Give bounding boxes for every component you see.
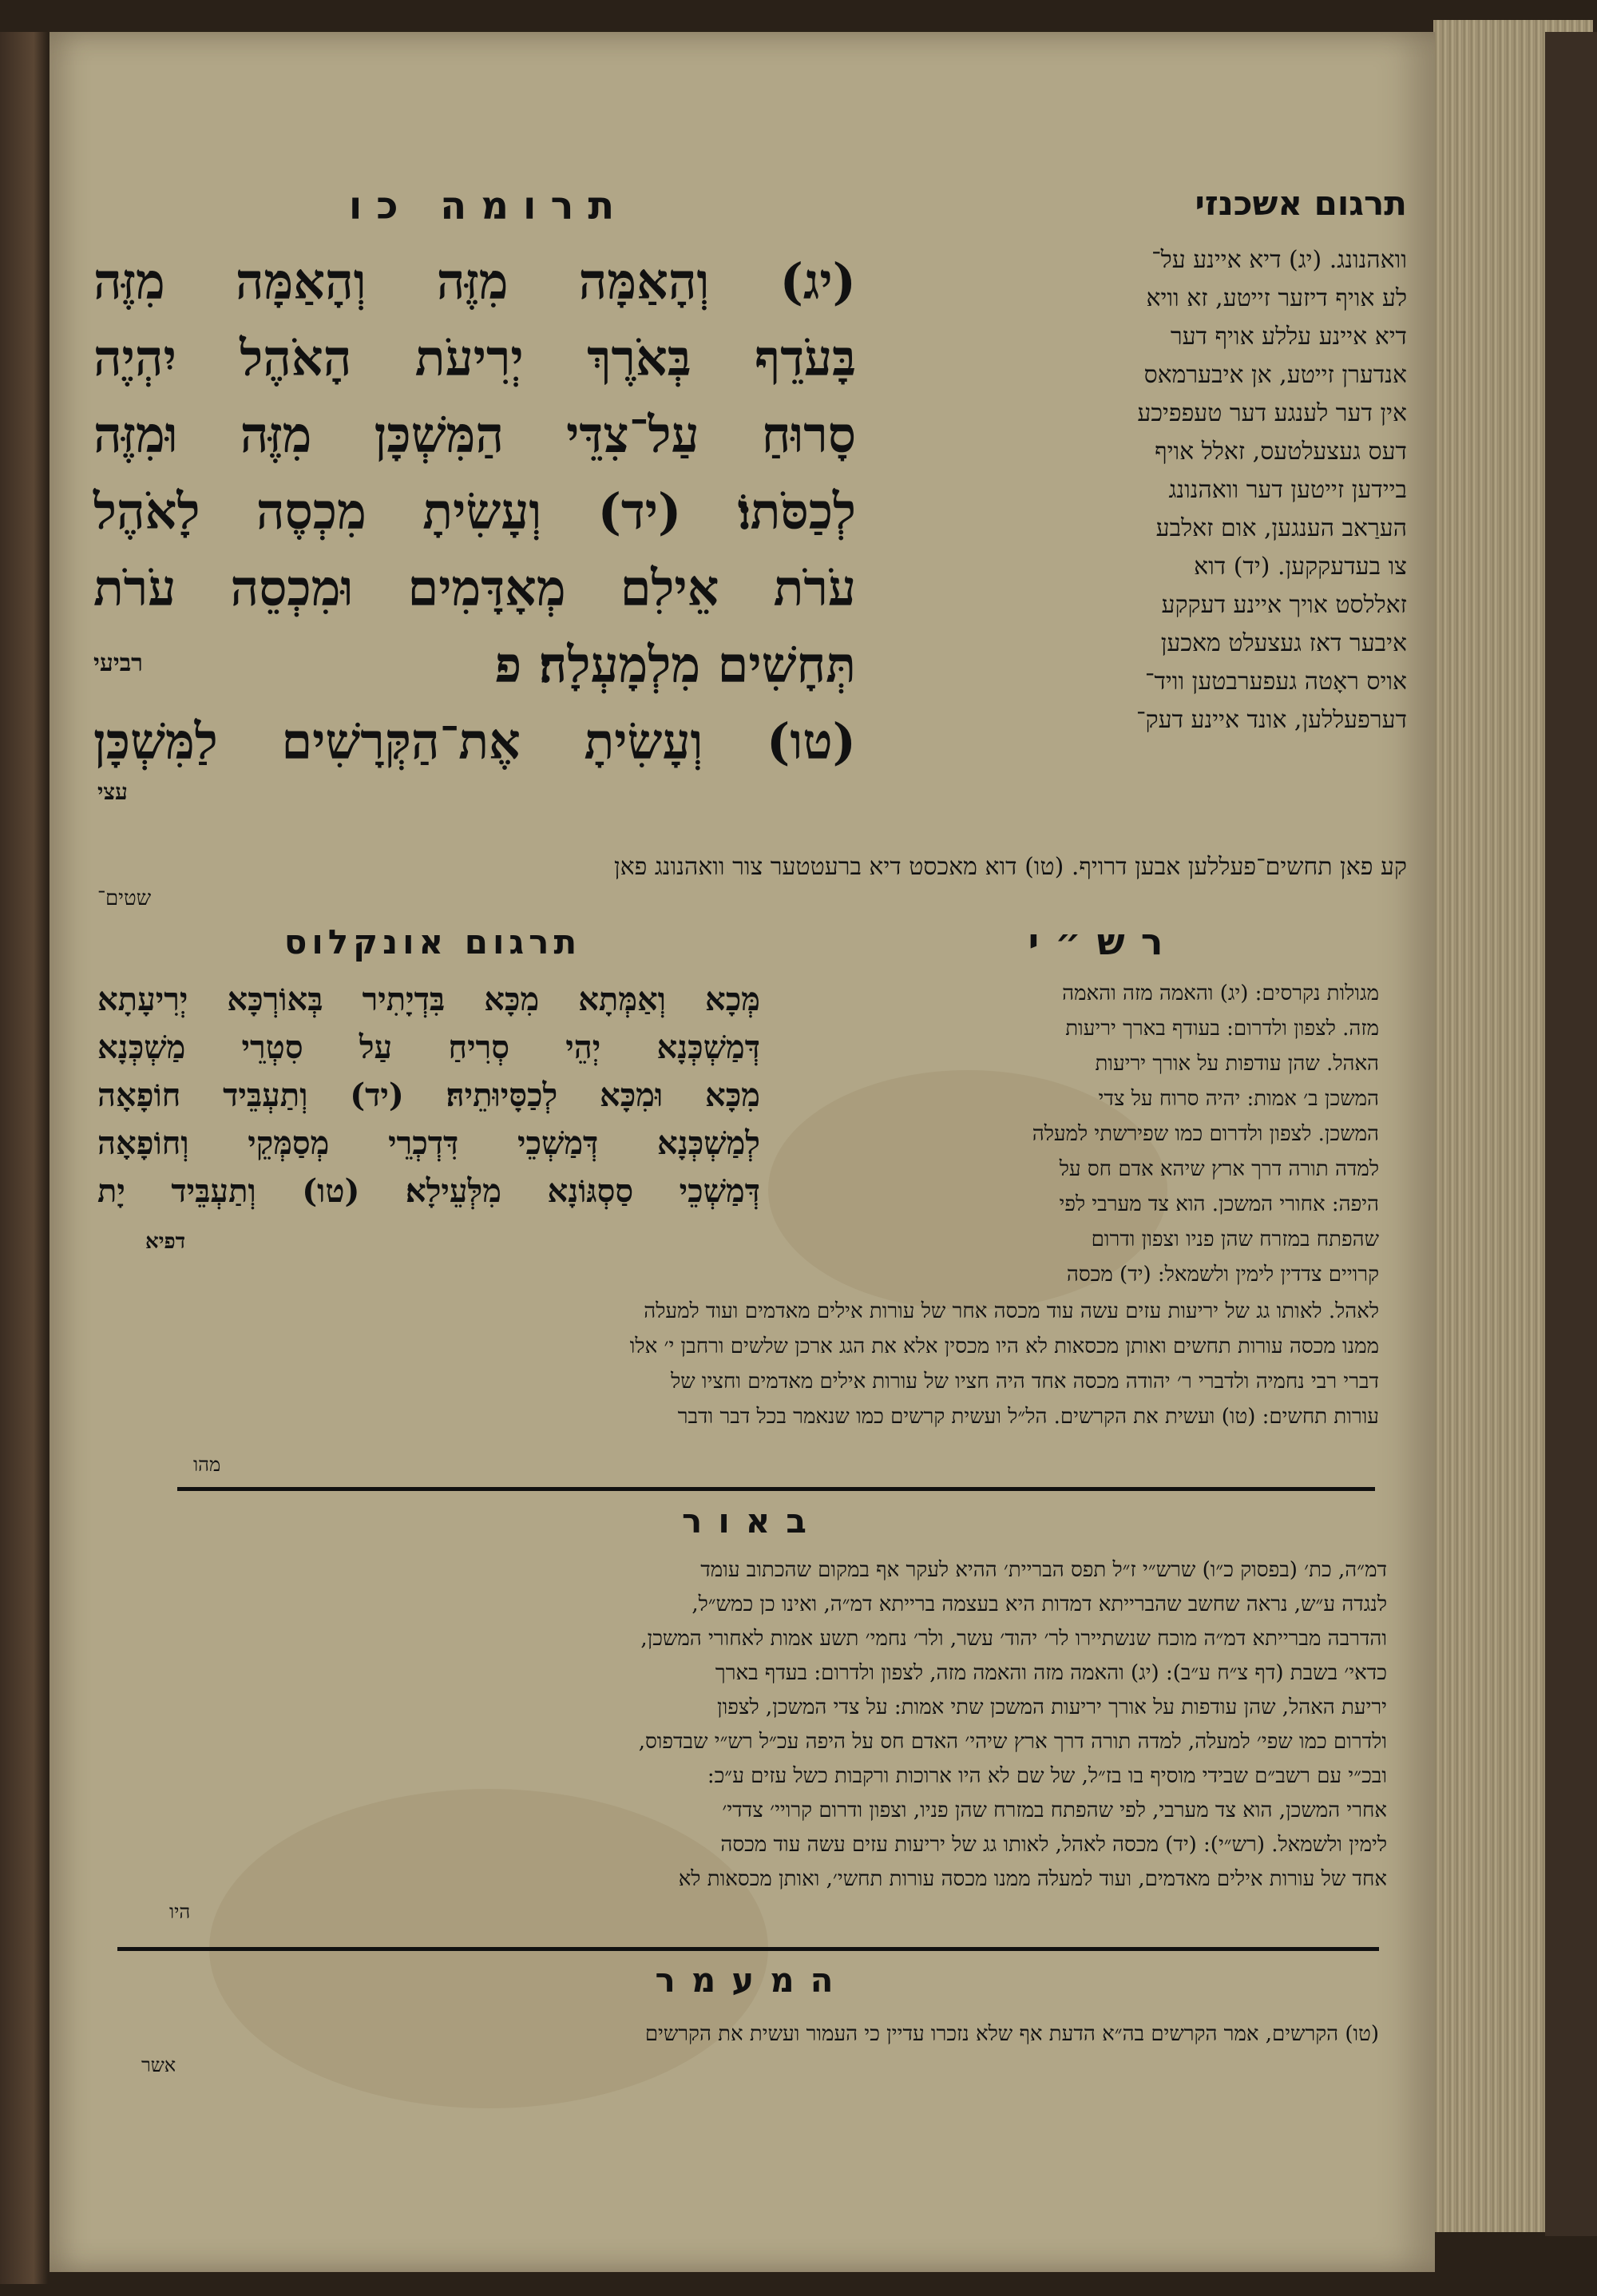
german-line: אויס ראָטה געפערבטען וויד־ bbox=[1145, 668, 1407, 696]
rashi-header: רש״י bbox=[1028, 920, 1179, 963]
onkelos-column bbox=[97, 976, 760, 1215]
onkelos-line: דְּמַשְׁכְּנָא יְהֵי סְרִיחַ עַל סִטְרֵי מַשְׁכְּנָא bbox=[97, 1029, 760, 1066]
german-line: צו בעדעקקען. (יד) דוא bbox=[1194, 553, 1407, 581]
onkelos-line: לְמַשְׁכְּנָא דְּמַשְׁכֵי דִּדְכְרֵי מְסַמְּקֵי וְחוֹפָאָה bbox=[97, 1124, 760, 1162]
biur-line: אחד של עורות אילים מאדמים, ועוד למעלה ממנו מכסה עורות תחשי׳, ואותן מכסאות לא bbox=[678, 1867, 1387, 1891]
rashi-full-width bbox=[161, 1294, 1379, 1434]
rashi-line: היפה: אחורי המשכן. הוא צד מערבי לפי bbox=[1059, 1192, 1379, 1216]
rashi-column bbox=[788, 976, 1379, 1292]
rashi-line: המשכן. לצפון ולדרום כמו שפירשתי למעלה bbox=[1032, 1122, 1379, 1146]
german-line: הערַאב הענגען, אום זאלבע bbox=[1155, 514, 1407, 542]
german-line: אנדערן זייטע, אן איבערמאס bbox=[1143, 361, 1407, 389]
onkelos-line: מְּכָא וְאַמְּתָא מִכָּא בִּדְיָתִיר בְּאוֹרְכָּא יְרִיעָתָא bbox=[97, 981, 760, 1018]
torah-line: (יג) וְהָאַמָּה מִזֶּה וְהָאַמָּה מִזֶּה bbox=[93, 252, 856, 311]
german-line: אין דער לענגע דער טעפפיכע bbox=[1137, 399, 1407, 427]
torah-text bbox=[93, 244, 856, 780]
german-line: איבער דאז געצעלט מאכען bbox=[1160, 629, 1407, 657]
biur-line: והדרבה מברייתא דמ״ה מוכח שנשתיירו לר׳ יהוד׳ עשר, ולר׳ נחמי׳ תשע אמות לאחורי המשכן, bbox=[640, 1627, 1387, 1651]
rashi-line: מגולות נקרסים: (יג) והאמה מזה והאמה bbox=[1062, 981, 1379, 1005]
section-divider bbox=[177, 1487, 1375, 1491]
biur-catchword: היו bbox=[169, 1901, 191, 1923]
german-line: לע אויף דיזער זייטע, זא וויא bbox=[1146, 284, 1407, 312]
onkelos-header: תרגום אונקלוס bbox=[283, 922, 582, 962]
german-line: ביידען זייטען דער וואהנונג bbox=[1168, 476, 1407, 504]
book-cover-edge bbox=[1545, 32, 1597, 2236]
onkelos-catchword: דפיא bbox=[145, 1230, 186, 1254]
rashi-line: עורות תחשים: (טו) ועשית את הקרשים. הל״ל ועשית קרשים כמו שנאמר בכל דבר ודבר bbox=[677, 1405, 1379, 1429]
biur-column bbox=[157, 1553, 1387, 1897]
german-catchword: שטים־ bbox=[97, 886, 152, 910]
torah-line: עֹרֹת אֵילִם מְאָדָּמִים וּמִכְסֵה עֹרֹת bbox=[93, 559, 856, 617]
biur-line: יריעת האהל, שהן עודפות על אורך יריעות המשכן שתי אמות: על צדי המשכן, לצפון bbox=[716, 1695, 1387, 1719]
german-line: דיא איינע עללע אויף דער bbox=[1170, 323, 1407, 351]
torah-line: סָרוּחַ עַל־צִדֵּי הַמִּשְׁכָּן מִזֶּה וּמִזֶּה bbox=[93, 406, 856, 464]
biur-line: אחרי המשכן, הוא צד מערבי, לפי שהפתח במזרח שהן פניו, וצפון ודרום קרויי׳ צדדי׳ bbox=[722, 1798, 1387, 1822]
biur-line: ובכ״י עם רשב״ם שבידי מוסיף בו בז״ל, של שם לא היו ארוכות ורקבות כשל עזים ע״כ: bbox=[707, 1764, 1387, 1788]
onkelos-line: מִכָּא וּמִכָּא לְכַסָּיוּתֵיהּ׃ (יד) וְתַעְבֵּיד חוֹפָאָה bbox=[97, 1077, 760, 1114]
rashi-line: דברי רבי נחמיה ולדברי ר׳ יהודה מכסה אחד היה חציו של עורות אילים מאדמים וחציו של bbox=[671, 1370, 1379, 1394]
hameamer-catchword: אשר bbox=[141, 2054, 176, 2076]
german-translation-header: תרגום אשכנזי bbox=[1195, 184, 1407, 223]
rashi-catchword: מהו bbox=[193, 1453, 221, 1476]
rashi-line: קרויים צדדין לימין ולשמאל: (יד) מכסה bbox=[1066, 1263, 1379, 1287]
biur-line: לנגדה ע״ש, נראה שחשב שהברייתא דמדות היא בעצמה ברייתא דמ״ה, ואינו כן כמש״ל, bbox=[692, 1592, 1387, 1616]
german-full-width-line: קע פאן תחשים־פעללען אבען דרויף. (טו) דוא מאכסט דיא ברעטטער צור וואהנונג פאן bbox=[613, 853, 1407, 881]
torah-line: (טו) וְעָשִׂיתָ אֶת־הַקְּרָשִׁים לַמִּשְׁכָּן bbox=[93, 712, 856, 771]
biur-line: ולדרום כמו שפי׳ למעלה, למדה תורה דרך ארץ שיהי׳ האדם חס על היפה עכ״ל רש״י שבדפוס, bbox=[638, 1730, 1387, 1754]
german-translation-column bbox=[880, 241, 1407, 740]
german-line: וואהנונג. (יג) דיא איינע על־ bbox=[1151, 246, 1407, 274]
torah-line: לְכַסֹּתוֹ׃ (יד) וְעָשִׂיתָ מִכְסֶה לָאֹהֶל bbox=[93, 482, 856, 541]
german-line: דעס געצעלטעס, זאלל אויף bbox=[1155, 438, 1407, 466]
rashi-line: האהל. שהן עודפות על אורך יריעות bbox=[1095, 1052, 1379, 1076]
book-left-edge bbox=[0, 32, 48, 2284]
biur-header: באור bbox=[682, 1501, 822, 1541]
onkelos-line: דְּמַשְׁכֵי סַסְגּוֹנָא מִלְּעֵילָא׃ (טו) וְתַעְבֵּיד יָת bbox=[97, 1172, 760, 1210]
german-line: זאללסט אויך איינע דעקקע bbox=[1161, 591, 1407, 619]
section-divider bbox=[117, 1947, 1379, 1951]
torah-line: תְּחָשִׁים מִלְמָעְלָה׃ פ bbox=[494, 636, 856, 694]
hameamer-header: המעמר bbox=[655, 1961, 850, 2000]
hameamer-text: (טו) הקרשים, אמר הקרשים בה״א הדעת אף שלא נזכרו עדיין כי העמור ועשית את הקרשים bbox=[644, 2022, 1379, 2046]
german-line: דערפעללען, אונד איינע דעק־ bbox=[1136, 706, 1407, 734]
torah-catchword: עצי bbox=[97, 779, 128, 805]
rashi-line: מזה. לצפון ולדרום: בעודף בארך יריעות bbox=[1065, 1017, 1379, 1041]
rashi-line: המשכן ב׳ אמות: יהיה סרוח על צדי bbox=[1098, 1087, 1379, 1111]
rashi-line: למדה תורה דרך ארץ שיהא אדם חס על bbox=[1059, 1157, 1379, 1181]
book-page bbox=[50, 32, 1435, 2272]
parasha-header: תרומה כו bbox=[348, 184, 629, 228]
aliyah-marker-revii: רביעי bbox=[93, 649, 143, 677]
biur-line: לימין ולשמאל. (רש״י): (יד) מכסה לאהל, לאותו גג של יריעות עזים עשה עוד מכסה bbox=[720, 1833, 1387, 1857]
biur-line: דמ״ה, כת׳ (בפסוק כ״ו) שרש״י ז״ל תפס הבריית׳ ההיא לעקר אף במקום שהכתוב עומד bbox=[700, 1558, 1387, 1582]
rashi-line: ממנו מכסה עורות תחשים ואותן מכסאות לא היו מכסין אלא את הגג ארכן שלשים ורחבן י׳ אלו bbox=[629, 1334, 1379, 1358]
torah-line: בָּעֹדֵף בְּאֹרֶךְ יְרִיעֹת הָאֹהֶל יִהְיֶה bbox=[93, 329, 856, 387]
rashi-line: לאהל. לאותו גג של יריעות עזים עשה עוד מכסה אחר של עורות אילים מאדמים ועוד למעלה bbox=[644, 1299, 1379, 1323]
rashi-line: שהפתח במזרח שהן פניו וצפון ודרום bbox=[1091, 1227, 1379, 1251]
biur-line: כדאי׳ בשבת (דף צ״ח ע״ב): (יג) והאמה מזה והאמה מזה, לצפון ולדרום: בעדף בארך bbox=[715, 1661, 1387, 1685]
